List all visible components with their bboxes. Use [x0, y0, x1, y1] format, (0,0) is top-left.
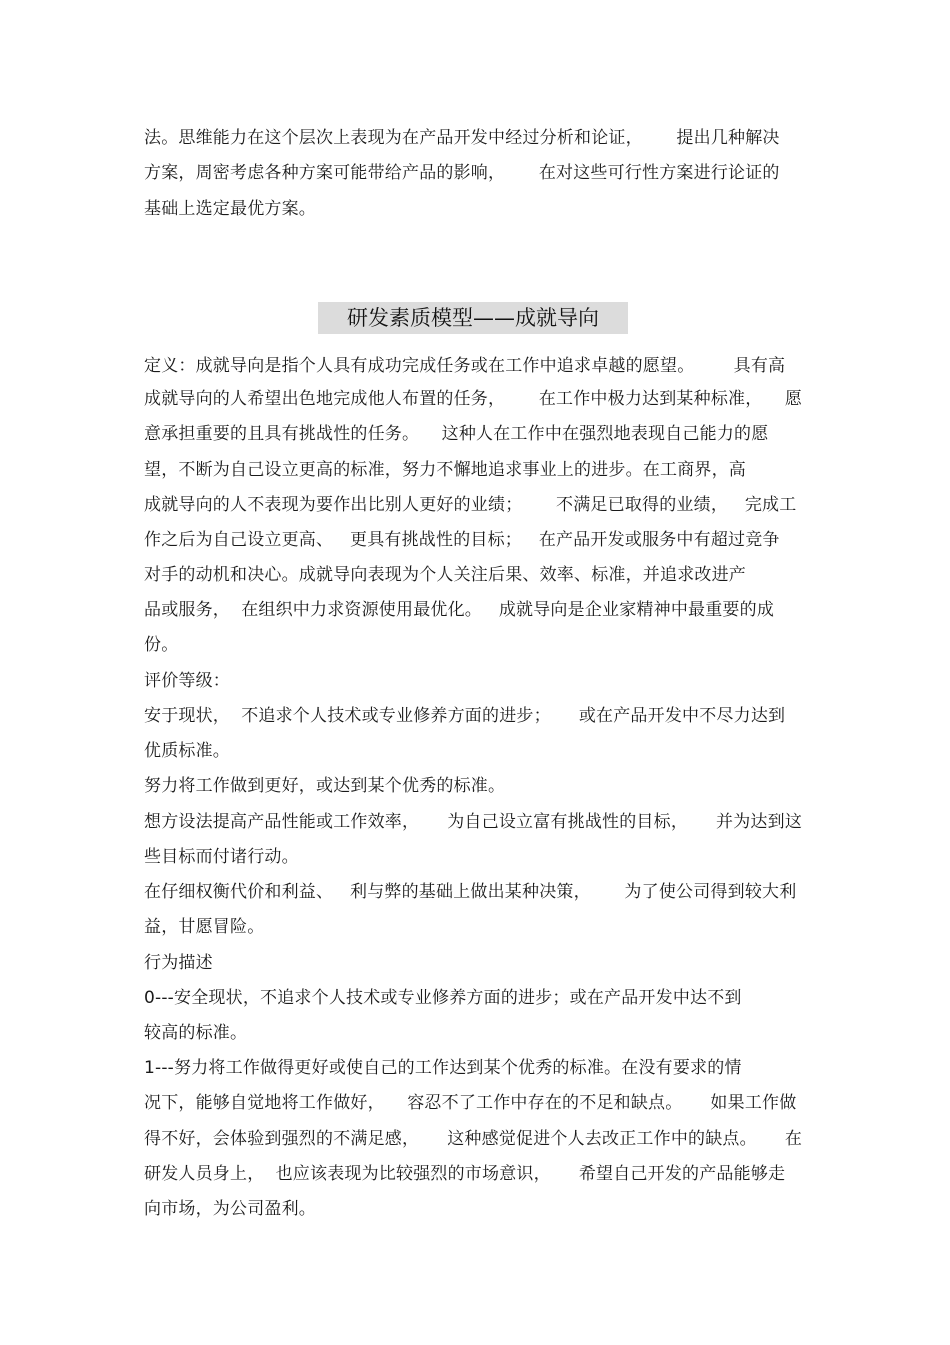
- body-line: 0---安全现状，不追求个人技术或专业修养方面的进步；或在产品开发中达不到: [144, 988, 742, 1008]
- body-line: 望，不断为自己设立更高的标准，努力不懈地追求事业上的进步。在工商界，高: [144, 460, 746, 480]
- body-line: 向市场，为公司盈利。: [144, 1199, 316, 1219]
- body-line: 定义：成就导向是指个人具有成功完成任务或在工作中追求卓越的愿望。 具有高: [144, 356, 786, 376]
- body-line: 品或服务， 在组织中力求资源使用最优化。 成就导向是企业家精神中最重要的成: [144, 600, 775, 620]
- body-line: 评价等级：: [144, 671, 230, 691]
- body-line: 在仔细权衡代价和利益、 利与弊的基础上做出某种决策， 为了使公司得到较大利: [144, 882, 797, 902]
- body-line: 成就导向的人希望出色地完成他人布置的任务， 在工作中极力达到某种标准， 愿: [144, 389, 803, 409]
- body-line: 较高的标准。: [144, 1023, 248, 1043]
- body-line: 得不好，会体验到强烈的不满足感， 这种感觉促进个人去改正工作中的缺点。 在: [144, 1129, 803, 1149]
- intro-line: 基础上选定最优方案。: [144, 199, 316, 219]
- body-line: 意承担重要的且具有挑战性的任务。 这种人在工作中在强烈地表现自己能力的愿: [144, 424, 769, 444]
- body-line: 想方设法提高产品性能或工作效率， 为自己设立富有挑战性的目标， 并为达到这: [144, 812, 803, 832]
- body-line: 作之后为自己设立更高、 更具有挑战性的目标； 在产品开发或服务中有超过竞争: [144, 530, 780, 550]
- body-line: 优质标准。: [144, 741, 230, 761]
- intro-line: 方案，周密考虑各种方案可能带给产品的影响， 在对这些可行性方案进行论证的: [144, 163, 780, 183]
- body-line: 成就导向的人不表现为要作出比别人更好的业绩； 不满足已取得的业绩， 完成工: [144, 495, 797, 515]
- body-line: 对手的动机和决心。成就导向表现为个人关注后果、效率、标准，并追求改进产: [144, 565, 746, 585]
- body-line: 份。: [144, 635, 179, 655]
- intro-line: 法。思维能力在这个层次上表现为在产品开发中经过分析和论证， 提出几种解决: [144, 128, 780, 148]
- body-line: 安于现状， 不追求个人技术或专业修养方面的进步； 或在产品开发中不尽力达到: [144, 706, 786, 726]
- body-line: 努力将工作做到更好，或达到某个优秀的标准。: [144, 776, 506, 796]
- body-line: 况下，能够自觉地将工作做好， 容忍不了工作中存在的不足和缺点。 如果工作做: [144, 1093, 797, 1113]
- body-line: 行为描述: [144, 953, 213, 973]
- body-line: 1---努力将工作做得更好或使自己的工作达到某个优秀的标准。在没有要求的情: [144, 1058, 742, 1078]
- body-line: 益，甘愿冒险。: [144, 917, 265, 937]
- body-line: 研发人员身上， 也应该表现为比较强烈的市场意识， 希望自己开发的产品能够走: [144, 1164, 786, 1184]
- body-line: 些目标而付诸行动。: [144, 847, 299, 867]
- section-title: 研发素质模型——成就导向: [318, 302, 628, 334]
